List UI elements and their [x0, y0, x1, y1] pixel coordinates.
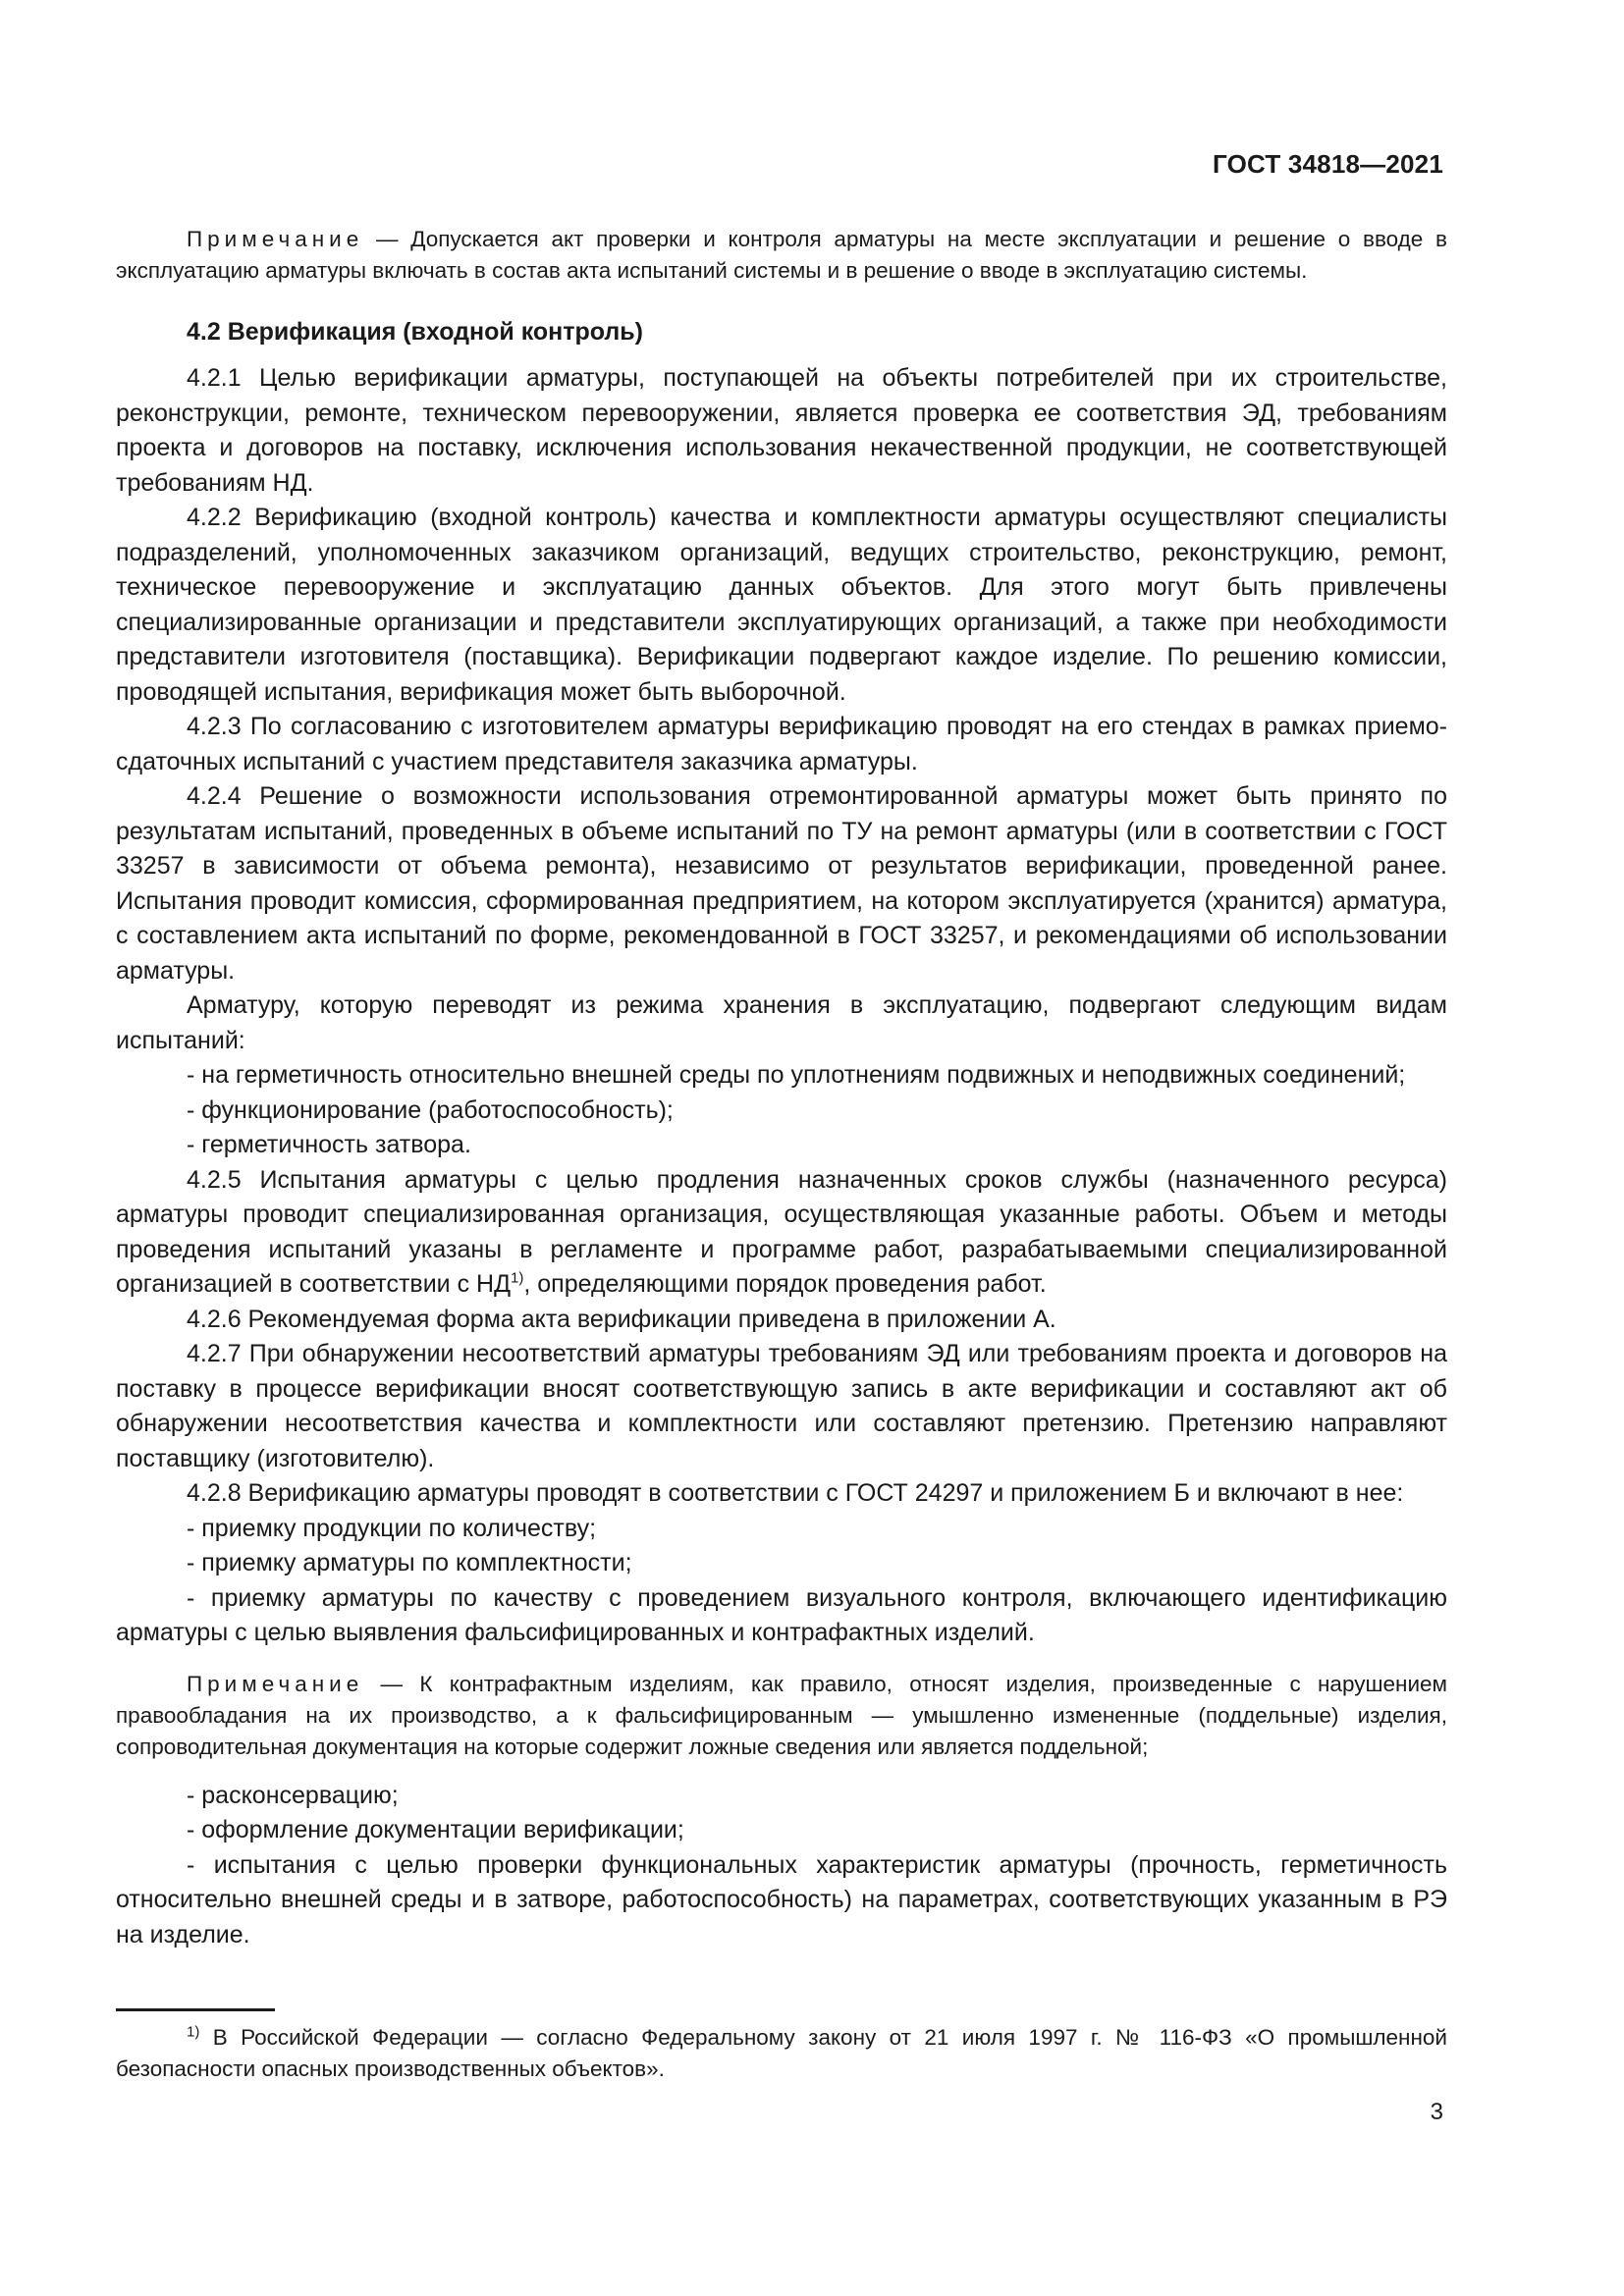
paragraph-4-2-5-tail: , определяющими порядок проведения работ. — [523, 1270, 1047, 1298]
list-item: - функционирование (работоспособность); — [187, 1095, 674, 1124]
section-title-verification: 4.2 Верификация (входной контроль) — [187, 318, 643, 346]
page-body — [116, 224, 1447, 1952]
document-number-header: ГОСТ 34818—2021 — [1213, 149, 1443, 179]
list-item: - расконсервацию; — [187, 1781, 399, 1809]
note-label: Примечание — [187, 227, 364, 251]
list-item: - приемку продукции по количеству; — [187, 1514, 597, 1542]
list-item: - оформление документации верификации; — [187, 1816, 684, 1843]
note-text: — К контрафактным изделиям, как правило, относят изделия, произведенные с нарушением правообладания на их производство, а к фальсифицированным — умышленно измененные (поддельные) изделия, сопроводительная документация на которые содержит ложные сведения или является поддельной; — [116, 1671, 1447, 1759]
note-counterfeit — [116, 1669, 1447, 1763]
paragraph-storage-tests: Арматуру, которую переводят из режима хранения в эксплуатацию, подвергают следующим видам испытаний: — [116, 991, 1447, 1054]
paragraph-4-2-1: 4.2.1 Целью верификации арматуры, поступающей на объекты потребителей при их строительстве, реконструкции, ремонте, техническом перевооружении, является проверка ее соответствия ЭД, требованиям проекта и договоров на поставку, исключения использования некачественной продукции, не соответствующей требованиям НД. — [116, 364, 1447, 497]
note-text: — Допускается акт проверки и контроля арматуры на месте эксплуатации и решение о вводе в эксплуатацию арматуры включать в состав акта испытаний системы и в решение о вводе в эксплуатацию системы. — [116, 227, 1447, 283]
paragraph-4-2-5-text: 4.2.5 Испытания арматуры с целью продления назначенных сроков службы (назначенного ресурса) арматуры проводит специализированная организация, осуществляющая указанные работы. Объем и методы проведения испытаний указаны в регламенте и программе работ, разрабатываемыми специализированной организацией в соответствии с НД — [116, 1165, 1447, 1298]
footnote-reference: 1) — [511, 1269, 524, 1287]
paragraph-4-2-8: 4.2.8 Верификацию арматуры проводят в соответствии с ГОСТ 24297 и приложением Б и включают в нее: — [187, 1479, 1404, 1507]
footnote-divider — [116, 2008, 275, 2011]
paragraph-4-2-2: 4.2.2 Верификацию (входной контроль) качества и комплектности арматуры осуществляют специалисты подразделений, уполномоченных заказчиком организаций, ведущих строительство, реконструкцию, ремонт, техническое перевооружение и эксплуатацию данных объектов. Для этого могут быть привлечены специализированные организации и представители эксплуатирующих организаций, а также при необходимости представители изготовителя (поставщика). Верификации подвергают каждое изделие. По решению комиссии, проводящей испытания, верификация может быть выборочной. — [116, 504, 1447, 706]
page-number: 3 — [1430, 2099, 1443, 2125]
list-item: - на герметичность относительно внешней среды по уплотнениям подвижных и неподвижных соединений; — [187, 1061, 1406, 1089]
list-item: - приемку арматуры по комплектности; — [187, 1549, 632, 1576]
paragraph-4-2-3: 4.2.3 По согласованию с изготовителем арматуры верификацию проводят на его стендах в рамках приемо-сдаточных испытаний с участием представителя заказчика арматуры. — [116, 713, 1447, 775]
footnote — [116, 2022, 1447, 2085]
footnote-text: В Российской Федерации — согласно Федеральному закону от 21 июля 1997 г. № 116-ФЗ «О промышленной безопасности опасных производственных объектов». — [116, 2025, 1447, 2081]
list-item: - испытания с целью проверки функциональных характеристик арматуры (прочность, герметичность относительно внешней среды и в затворе, работоспособность) на параметрах, соответствующих указанным в РЭ на изделие. — [116, 1850, 1447, 1949]
paragraph-4-2-4: 4.2.4 Решение о возможности использования отремонтированной арматуры может быть принято по результатам испытаний, проведенных в объеме испытаний по ТУ на ремонт арматуры (или в соответствии с ГОСТ 33257 в зависимости от объема ремонта), независимо от результатов верификации, проведенной ранее. Испытания проводит комиссия, сформированная предприятием, на котором эксплуатируется (хранится) арматура, с составлением акта испытаний по форме, рекомендованной в ГОСТ 33257, и рекомендациями об использовании арматуры. — [116, 782, 1447, 985]
note-commissioning — [116, 224, 1447, 287]
footnote-marker: 1) — [187, 2023, 200, 2041]
note-counterfeit-block — [116, 1669, 1447, 1763]
list-item: - приемку арматуры по качеству с проведением визуального контроля, включающего идентификацию арматуры с целью выявления фальсифицированных и контрафактных изделий. — [116, 1583, 1447, 1646]
paragraph-4-2-6: 4.2.6 Рекомендуемая форма акта верификации приведена в приложении А. — [187, 1305, 1056, 1333]
list-item: - герметичность затвора. — [187, 1131, 471, 1158]
paragraph-4-2-7: 4.2.7 При обнаружении несоответствий арматуры требованиям ЭД или требованиям проекта и договоров на поставку в процессе верификации вносят соответствующую запись в акте верификации и составляют акт об обнаружении несоответствия качества и комплектности или составляют претензию. Претензию направляют поставщику (изготовителю). — [116, 1340, 1447, 1472]
note-label: Примечание — [187, 1671, 364, 1696]
paragraph-4-2-5 — [116, 1163, 1447, 1303]
